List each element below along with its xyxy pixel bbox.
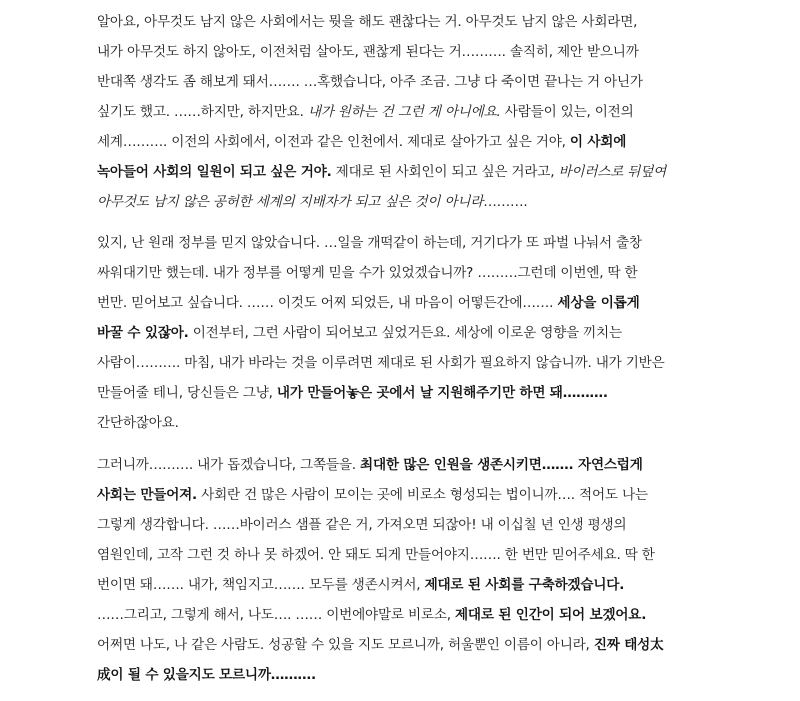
bold-text-run: 사회는 만들어져. bbox=[97, 487, 198, 503]
bold-text-run: 제대로 된 사회를 구축하겠습니다. bbox=[424, 577, 625, 593]
bold-text-run: 제대로 된 인간이 되어 보겠어요. bbox=[455, 607, 647, 623]
text-line bbox=[97, 318, 717, 348]
text-line bbox=[97, 480, 717, 510]
text-line bbox=[97, 348, 717, 378]
text-run: 그러니까………. 내가 돕겠습니다, 그쪽들을. bbox=[97, 457, 361, 473]
text-line bbox=[97, 540, 717, 570]
text-line bbox=[97, 187, 717, 217]
text-line bbox=[97, 600, 717, 630]
bold-text-run: 내가 만들어놓은 곳에서 날 지원해주기만 하면 돼………. bbox=[276, 385, 608, 401]
text-run: 있지, 난 원래 정부를 믿지 않았습니다. …일을 개떡같이 하는데, 거기다가 또 파벌 나눠서 출창 bbox=[97, 235, 642, 251]
text-run: ……그리고, 그렇게 해서, 나도…. …… 이번에야말로 비로소, bbox=[97, 607, 455, 623]
text-line bbox=[97, 450, 717, 480]
bold-text-run: 바꿀 수 있잖아. bbox=[97, 325, 189, 341]
text-run: 제대로 된 사회인이 되고 싶은 거라고, bbox=[331, 164, 559, 180]
text-run: 사람이………. 마침, 내가 바라는 것을 이루려면 제대로 된 사회가 필요하지 않습니까. 내가 기반은 bbox=[97, 355, 665, 371]
text-line bbox=[97, 157, 717, 187]
text-run: 싶기도 했고. ……하지만, 하지만요. bbox=[97, 104, 308, 120]
paragraph-2 bbox=[97, 228, 717, 438]
bold-text-run: 이 사회에 bbox=[569, 134, 627, 150]
text-run: 사회란 건 많은 사람이 모이는 곳에 비로소 형성되는 법이니까…. 적어도 나는 bbox=[197, 487, 648, 503]
text-run: 간단하잖아요. bbox=[97, 415, 179, 431]
text-line bbox=[97, 660, 717, 690]
text-line bbox=[97, 258, 717, 288]
text-line bbox=[97, 570, 717, 600]
text-line bbox=[97, 630, 717, 660]
text-run: 이전부터, 그런 사람이 되어보고 싶었거든요. 세상에 이로운 영향을 끼치는 bbox=[188, 325, 622, 341]
text-line bbox=[97, 288, 717, 318]
bold-text-run: 成이 될 수 있을지도 모르니까………. bbox=[97, 667, 316, 683]
text-run: 만들어줄 테니, 당신들은 그냥, bbox=[97, 385, 277, 401]
text-run: 그렇게 생각합니다. ……바이러스 샘플 같은 거, 가져오면 되잖아! 내 이십칠 년 인생 평생의 bbox=[97, 517, 627, 533]
text-line bbox=[97, 97, 717, 127]
text-line bbox=[97, 378, 717, 408]
text-line bbox=[97, 510, 717, 540]
italic-text-run: 내가 원하는 건 그런 게 아니에요. bbox=[307, 104, 501, 120]
text-run: 번이면 돼……. 내가, 책임지고……. 모두를 생존시켜서, bbox=[97, 577, 425, 593]
text-run: ………. bbox=[483, 194, 528, 210]
text-run: 번만. 믿어보고 싶습니다. …… 이것도 어찌 되었든, 내 마음이 어떻든간에……. bbox=[97, 295, 558, 311]
bold-text-run: 최대한 많은 인원을 생존시키면……. 자연스럽게 bbox=[360, 457, 643, 473]
text-run: 세계………. 이전의 사회에서, 이전과 같은 인천에서. 제대로 살아가고 싶은 거야, bbox=[97, 134, 570, 150]
text-run: 반대쪽 생각도 좀 해보게 돼서……. …혹했습니다, 아주 조금. 그냥 다 죽이면 끝나는 거 아닌가 bbox=[97, 74, 643, 90]
bold-text-run: 진짜 태성太 bbox=[593, 637, 664, 653]
text-run: 사람들이 있는, 이전의 bbox=[500, 104, 634, 120]
text-run: 싸워대기만 했는데. 내가 정부를 어떻게 믿을 수가 있었겠습니까? ………그런데 이번엔, 딱 한 bbox=[97, 265, 638, 281]
bold-text-run: 녹아들어 사회의 일원이 되고 싶은 거야. bbox=[97, 164, 332, 180]
text-run: 염원인데, 고작 그런 것 하나 못 하겠어. 안 돼도 되게 만들어야지……. 한 번만 믿어주세요. 딱 한 bbox=[97, 547, 655, 563]
text-line bbox=[97, 228, 717, 258]
text-run: 알아요, 아무것도 남지 않은 사회에서는 뭣을 해도 괜찮다는 거. 아무것도 남지 않은 사회라면, bbox=[97, 14, 638, 30]
italic-text-run: 아무것도 남지 않은 공허한 세계의 지배자가 되고 싶은 것이 아니라 bbox=[97, 194, 484, 210]
text-line bbox=[97, 7, 717, 37]
text-run: 내가 아무것도 하지 않아도, 이전처럼 살아도, 괜찮게 된다는 거………. 솔직히, 제안 받으니까 bbox=[97, 44, 639, 60]
italic-text-run: 바이러스로 뒤덮여 bbox=[558, 164, 667, 180]
text-line bbox=[97, 408, 717, 438]
text-line bbox=[97, 37, 717, 67]
text-line bbox=[97, 67, 717, 97]
text-run: 어쩌면 나도, 나 같은 사람도. 성공할 수 있을 지도 모르니까, 허울뿐인 이름이 아니라, bbox=[97, 637, 594, 653]
paragraph-3 bbox=[97, 450, 717, 690]
paragraph-1 bbox=[97, 7, 717, 217]
text-line bbox=[97, 127, 717, 157]
bold-text-run: 세상을 이롭게 bbox=[557, 295, 640, 311]
